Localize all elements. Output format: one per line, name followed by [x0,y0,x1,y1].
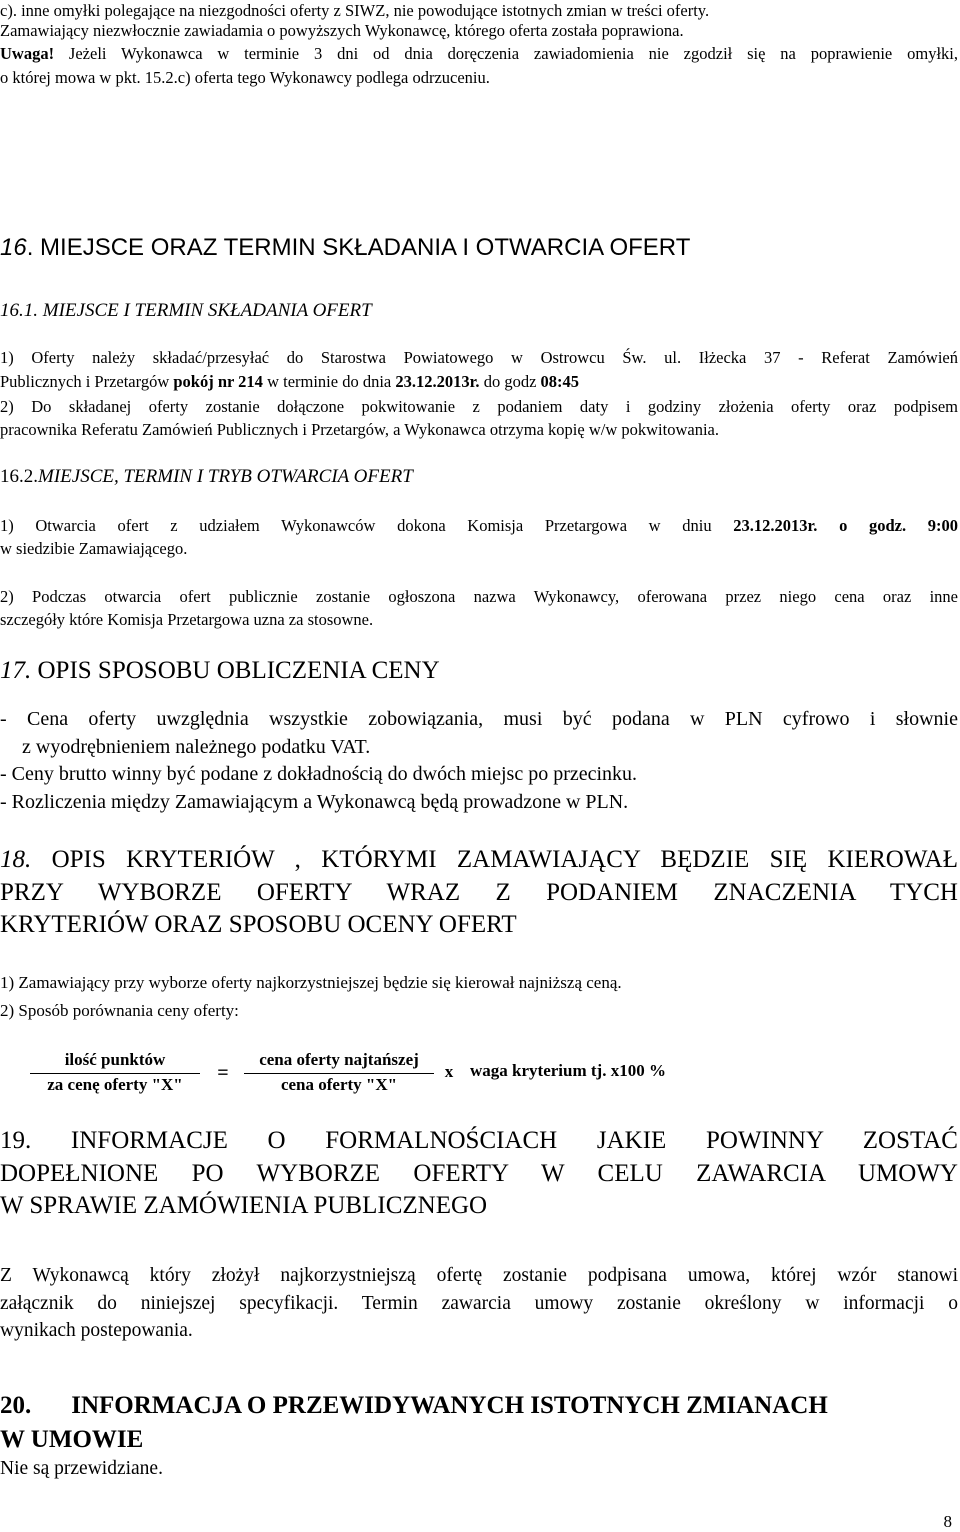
intro-line-1: c). inne omyłki polegające na niezgodności oferty z SIWZ, nie powodujące istotnych zmian w treści oferty. [0,1,710,20]
section-16-heading [0,233,958,263]
section-19-heading-line-1 [0,1124,958,1157]
s17-bullet-3: - Rozliczenia między Zamawiającym a Wykonawcą będą prowadzone w PLN. [0,791,629,813]
section-17-number: 17. [0,657,32,684]
formula-right-numerator: cena oferty najtańszej [259,1050,419,1069]
formula-right-fraction-bar [244,1073,434,1074]
formula-left-fraction-bar [30,1073,200,1074]
formula-multiply: x [444,1062,454,1081]
s19-p-line-3: wynikach postepowania. [0,1320,193,1341]
section-19-number: 19. [0,1127,32,1154]
section-19-title-1: INFORMACJE O FORMALNOŚCIACH JAKIE POWINNY ZOSTAĆ [31,1127,958,1154]
section-16-1-heading: 16.1. MIEJSCE I TERMIN SKŁADANIA OFERT [0,300,372,321]
s16-p1-line-1: 1) Oferty należy składać/przesyłać do Starostwa Powiatowego w Ostrowcu Św. ul. Iłżecka 37 - Referat Zamówień [0,348,958,367]
submission-date: 23.12.2013r. [395,372,480,391]
section-16-2-title: MIEJSCE, TERMIN I TRYB OTWARCIA OFERT [38,466,413,487]
submission-time: 08:45 [540,372,580,391]
s16-p1-text-c: w terminie do dnia [262,372,396,391]
formula-left-denominator: za cenę oferty "X" [47,1075,183,1094]
formula-left-numerator: ilość punktów [64,1050,166,1069]
section-18-number: 18. [0,846,32,873]
opening-godz: o godz. [817,516,907,535]
section-16-number: 16 [0,234,27,261]
s20-p: Nie są przewidziane. [0,1458,163,1479]
section-20-heading-line-1 [0,1389,958,1422]
price-formula [0,1050,960,1100]
formula-right-denominator: cena oferty "X" [280,1075,398,1094]
s17-bullet-1-line-1: - Cena oferty uwzględnia wszystkie zobowiązania, musi być podana w PLN cyfrowo i słownie [0,708,958,730]
section-18-heading-line-2: PRZY WYBORZE OFERTY WRAZ Z PODANIEM ZNACZENIA TYCH [0,879,958,906]
section-19-heading-line-2: DOPEŁNIONE PO WYBORZE OFERTY W CELU ZAWARCIA UMOWY [0,1160,958,1187]
section-20-title-1: INFORMACJA O PRZEWIDYWANYCH ISTOTNYCH ZMIANACH [71,1392,828,1419]
intro-line-3-text: Jeżeli Wykonawca w terminie 3 dni od dnia doręczenia zawiadomienia nie zgodził się na poprawienie omyłki, [54,44,958,63]
uwaga-label: Uwaga! [0,44,55,63]
section-17-heading [0,654,958,687]
s16-p4-line-2: szczegóły które Komisja Przetargowa uzna za stosowne. [0,610,374,629]
section-19-heading-line-3: W SPRAWIE ZAMÓWIENIA PUBLICZNEGO [0,1192,488,1219]
s16-p3-line-1 [0,515,958,537]
s17-bullet-2: - Ceny brutto winny być podane z dokładnością do dwóch miejsc po przecinku. [0,763,638,785]
section-18-heading-line-1 [0,843,958,876]
s16-p3-line-2: w siedzibie Zamawiającego. [0,539,188,558]
s18-p2: 2) Sposób porównania ceny oferty: [0,1001,239,1020]
intro-line-2: Zamawiający niezwłocznie zawiadamia o powyższych Wykonawcę, którego oferta została poprawiona. [0,21,684,40]
section-18-title-1: OPIS KRYTERIÓW , KTÓRYMI ZAMAWIAJĄCY BĘDZIE SIĘ KIEROWAŁ [31,846,958,873]
formula-weight: waga kryterium tj. x100 % [470,1061,666,1080]
formula-equals: = [217,1062,229,1084]
s16-p1-text-e: do godz [479,372,541,391]
room-number: pokój nr 214 [173,372,263,391]
s19-p-line-1: Z Wykonawcą który złożył najkorzystniejszą ofertę zostanie podpisana umowa, której wzór stanowi [0,1265,958,1286]
s16-p2-line-2: pracownika Referatu Zamówień Publicznych i Przetargów, a Wykonawca otrzyma kopię w/w pokwitowania. [0,420,719,439]
section-16-2-heading [0,465,958,489]
s16-p1-line-2 [0,371,958,393]
s16-p3-text-a: 1) Otwarcia ofert z udziałem Wykonawców dokona Komisja Przetargowa w dniu [0,516,734,535]
s16-p4-line-1: 2) Podczas otwarcia ofert publicznie zostanie ogłoszona nazwa Wykonawcy, oferowana przez niego cena oraz inne [0,587,958,606]
intro-line-4: o której mowa w pkt. 15.2.c) oferta tego Wykonawcy podlega odrzuceniu. [0,68,490,87]
s19-p-line-2: załącznik do niniejszej specyfikacji. Termin zawarcia umowy zostanie określony w informacji o [0,1293,958,1314]
page-number: 8 [943,1512,952,1531]
section-16-2-number: 16.2. [0,466,38,487]
s16-p2-line-1: 2) Do składanej oferty zostanie dołączone pokwitowanie z podaniem daty i godziny złożenia oferty oraz podpisem [0,397,958,416]
intro-line-3 [0,43,958,65]
s16-p1-text-a: Publicznych i Przetargów [0,372,174,391]
section-17-title: OPIS SPOSOBU OBLICZENIA CENY [31,657,440,684]
section-16-title: . MIEJSCE ORAZ TERMIN SKŁADANIA I OTWARCIA OFERT [26,234,691,261]
opening-time: 9:00 [906,516,959,535]
s18-p1: 1) Zamawiający przy wyborze oferty najkorzystniejszej będzie się kierował najniższą ceną. [0,973,622,992]
section-18-heading-line-3: KRYTERIÓW ORAZ SPOSOBU OCENY OFERT [0,911,517,938]
opening-date: 23.12.2013r. [733,516,818,535]
section-20-heading-line-2: W UMOWIE [0,1426,144,1453]
s17-bullet-1-line-2: z wyodrębnieniem należnego podatku VAT. [22,736,371,758]
section-20-number: 20. [0,1392,32,1419]
